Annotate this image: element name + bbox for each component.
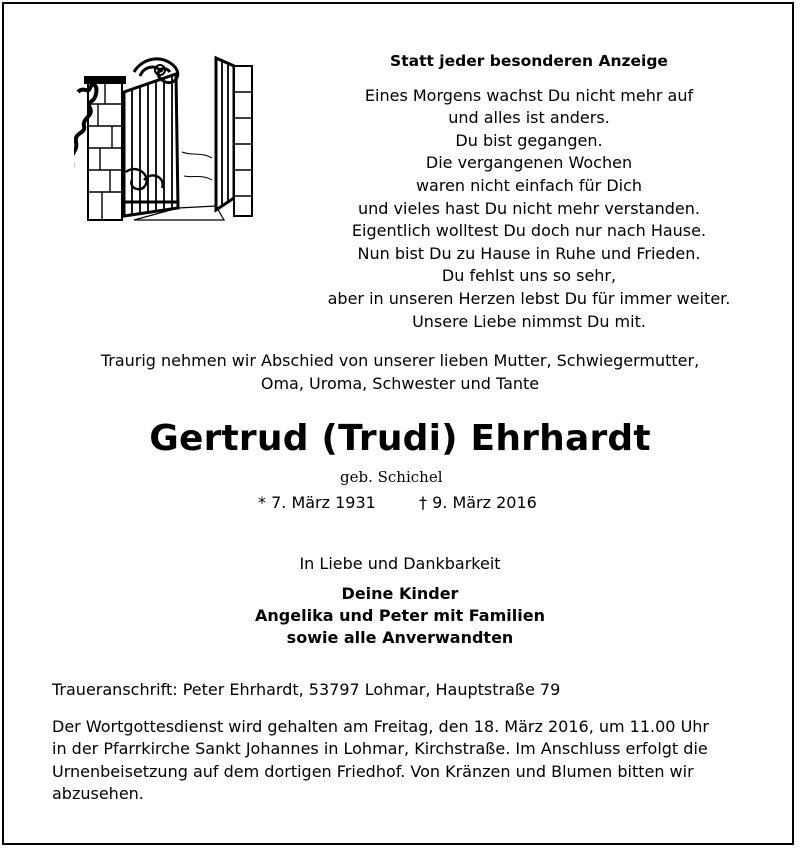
service-line: abzusehen. bbox=[52, 784, 144, 804]
poem-line: Eines Morgens wachst Du nicht mehr auf bbox=[364, 85, 694, 105]
poem-block bbox=[262, 50, 796, 333]
mourning-address: Traueranschrift: Peter Ehrhardt, 53797 Lohmar, Hauptstraße 79 bbox=[52, 680, 561, 699]
service-line: Urnenbeisetzung auf dem dortigen Friedhof. Von Kränzen und Blumen bitten wir bbox=[52, 761, 694, 781]
poem-line: aber in unseren Herzen lebst Du für immer weiter. bbox=[327, 288, 731, 308]
thanks-line: In Liebe und Dankbarkeit bbox=[299, 554, 501, 573]
garden-gate-illustration bbox=[74, 52, 258, 222]
poem-line: Die vergangenen Wochen bbox=[425, 153, 633, 173]
deceased-name: Gertrud (Trudi) Ehrhardt bbox=[149, 418, 651, 459]
poem-line: waren nicht einfach für Dich bbox=[415, 175, 643, 195]
birth-date: * 7. März 1931 bbox=[258, 493, 376, 512]
mourners-list bbox=[0, 583, 800, 649]
service-line: Der Wortgottesdienst wird gehalten am Freitag, den 18. März 2016, um 11.00 Uhr bbox=[52, 717, 709, 736]
poem-line: Du fehlst uns so sehr, bbox=[441, 266, 617, 286]
death-date: † 9. März 2016 bbox=[419, 493, 537, 512]
poem-line: Unsere Liebe nimmst Du mit. bbox=[412, 311, 646, 331]
service-line: in der Pfarrkirche Sankt Johannes in Lohmar, Kirchstraße. Im Anschluss erfolgt die bbox=[52, 739, 708, 759]
intro-line: Oma, Uroma, Schwester und Tante bbox=[260, 373, 540, 393]
farewell-intro bbox=[0, 350, 800, 395]
notice-heading: Statt jeder besonderen Anzeige bbox=[390, 52, 668, 70]
poem-line: Nun bist Du zu Hause in Ruhe und Frieden. bbox=[357, 243, 701, 263]
mourners-line: Angelika und Peter mit Familien bbox=[255, 606, 545, 625]
intro-line: Traurig nehmen wir Abschied von unserer lieben Mutter, Schwiegermutter, bbox=[100, 351, 700, 370]
poem-line: und vieles hast Du nicht mehr verstanden. bbox=[358, 198, 700, 218]
mourners-line: sowie alle Anverwandten bbox=[286, 628, 514, 647]
poem-line: Du bist gegangen. bbox=[455, 130, 603, 150]
mourners-line: Deine Kinder bbox=[341, 584, 459, 603]
service-details bbox=[52, 716, 752, 806]
poem-line: und alles ist anders. bbox=[448, 108, 610, 128]
poem-line: Eigentlich wolltest Du doch nur nach Hause. bbox=[351, 221, 707, 241]
birth-name: geb. Schichel bbox=[340, 468, 443, 486]
